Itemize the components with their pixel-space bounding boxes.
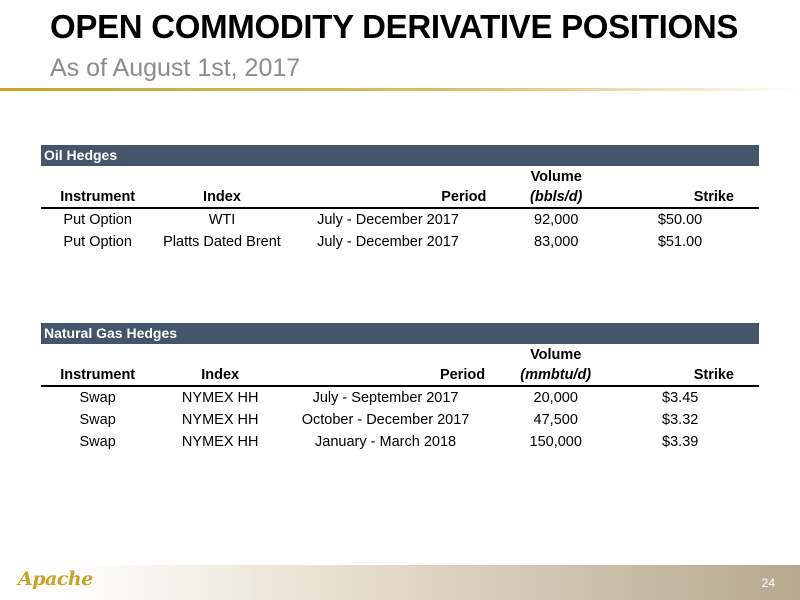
period-cell: July - December 2017 xyxy=(317,212,459,228)
gas-volume-unit-header: (mmbtu/d) xyxy=(485,365,626,386)
period-cell: July - September 2017 xyxy=(312,390,459,406)
oil-instrument-header: Instrument xyxy=(41,187,154,208)
index-cell: WTI xyxy=(208,212,236,228)
table-row xyxy=(41,409,759,431)
oil-hedges-header: Oil Hedges xyxy=(41,145,759,166)
apache-logo: Apache xyxy=(18,568,93,590)
gas-hedges-table xyxy=(41,345,759,453)
oil-period-header: Period xyxy=(290,187,487,208)
volume-cell: 92,000 xyxy=(534,212,579,228)
gas-index-header: Index xyxy=(154,365,286,386)
strike-cell: $3.32 xyxy=(662,412,699,428)
volume-cell: 47,500 xyxy=(533,412,578,428)
period-cell: January - March 2018 xyxy=(315,434,457,450)
instrument-cell: Put Option xyxy=(63,234,132,250)
oil-index-header: Index xyxy=(154,187,289,208)
strike-cell: $51.00 xyxy=(657,234,703,250)
index-cell: NYMEX HH xyxy=(181,434,259,450)
index-cell: NYMEX HH xyxy=(181,412,259,428)
strike-cell: $50.00 xyxy=(657,212,703,228)
gas-instrument-header: Instrument xyxy=(41,365,154,386)
period-cell: October - December 2017 xyxy=(301,412,470,428)
instrument-cell: Swap xyxy=(79,434,116,450)
table-row xyxy=(41,386,759,409)
gas-strike-header: Strike xyxy=(626,365,759,386)
page-subtitle: As of August 1st, 2017 xyxy=(50,54,301,82)
gas-volume-header: Volume xyxy=(530,347,582,363)
strike-cell: $3.39 xyxy=(662,434,699,450)
gas-period-header: Period xyxy=(286,365,485,386)
oil-hedges-table xyxy=(41,167,759,253)
table-row xyxy=(41,208,759,231)
table-row xyxy=(41,231,759,253)
volume-cell: 20,000 xyxy=(533,390,578,406)
index-cell: Platts Dated Brent xyxy=(163,234,281,250)
oil-volume-header: Volume xyxy=(530,169,582,185)
volume-cell: 150,000 xyxy=(529,434,582,450)
instrument-cell: Swap xyxy=(79,390,116,406)
footer-band xyxy=(0,565,800,600)
title-divider xyxy=(0,88,800,91)
strike-cell: $3.45 xyxy=(662,390,699,406)
table-row xyxy=(41,431,759,453)
instrument-cell: Swap xyxy=(79,412,116,428)
page-number: 24 xyxy=(761,576,775,590)
period-cell: July - December 2017 xyxy=(317,234,459,250)
oil-volume-unit-header: (bbls/d) xyxy=(486,187,626,208)
oil-strike-header: Strike xyxy=(626,187,759,208)
index-cell: NYMEX HH xyxy=(181,390,259,406)
instrument-cell: Put Option xyxy=(63,212,132,228)
gas-hedges-header: Natural Gas Hedges xyxy=(41,323,759,344)
page-title: OPEN COMMODITY DERIVATIVE POSITIONS xyxy=(50,8,739,45)
volume-cell: 83,000 xyxy=(534,234,579,250)
